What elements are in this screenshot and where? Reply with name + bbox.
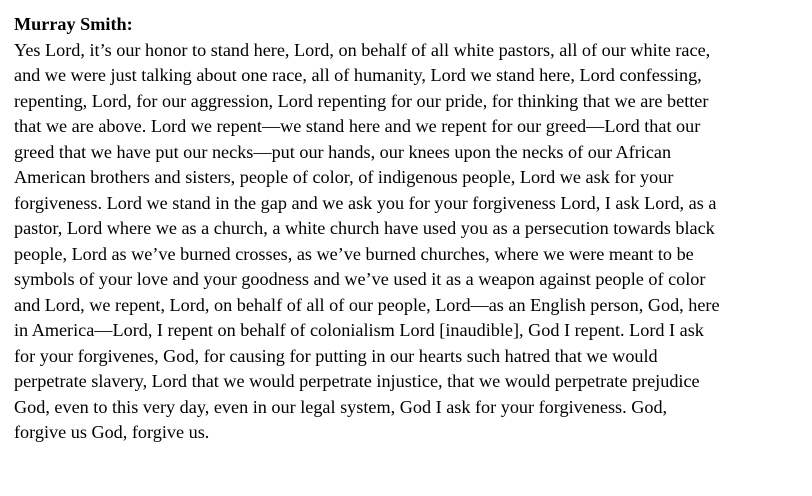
transcript-body xyxy=(14,38,810,446)
transcript-line: for your forgivenes, God, for causing for putting in our hearts such hatred that we would xyxy=(14,345,658,366)
transcript-document xyxy=(14,12,810,446)
transcript-line: pastor, Lord where we as a church, a white church have used you as a persecution towards black xyxy=(14,218,715,238)
speaker-name: Murray Smith: xyxy=(14,14,133,34)
transcript-line: repenting, Lord, for our aggression, Lord repenting for our pride, for thinking that we are better xyxy=(14,90,709,111)
transcript-line: Yes Lord, it’s our honor to stand here, Lord, on behalf of all white pastors, all of our white race, xyxy=(14,39,711,60)
transcript-line: perpetrate slavery, Lord that we would perpetrate injustice, that we would perpetrate prejudice xyxy=(14,371,700,391)
transcript-line: God, even to this very day, even in our legal system, God I ask for your forgiveness. God, xyxy=(14,396,668,417)
transcript-line: forgive us God, forgive us. xyxy=(14,422,210,442)
transcript-line: and we were just talking about one race, all of humanity, Lord we stand here, Lord confessing, xyxy=(14,65,702,85)
transcript-line: American brothers and sisters, people of color, of indigenous people, Lord we ask for your xyxy=(14,167,674,187)
transcript-line: and Lord, we repent, Lord, on behalf of all of our people, Lord—as an English person, God, here xyxy=(14,294,720,315)
transcript-line: symbols of your love and your goodness and we’ve used it as a weapon against people of color xyxy=(14,269,706,289)
transcript-line: greed that we have put our necks—put our hands, our knees upon the necks of our African xyxy=(14,141,672,162)
transcript-line: people, Lord as we’ve burned crosses, as we’ve burned churches, where we were meant to be xyxy=(14,243,694,264)
transcript-line: in America—Lord, I repent on behalf of colonialism Lord [inaudible], God I repent. Lord I ask xyxy=(14,320,704,340)
transcript-line: that we are above. Lord we repent—we stand here and we repent for our greed—Lord that our xyxy=(14,116,701,136)
transcript-line: forgiveness. Lord we stand in the gap and we ask you for your forgiveness Lord, I ask Lord, as a xyxy=(14,192,717,213)
